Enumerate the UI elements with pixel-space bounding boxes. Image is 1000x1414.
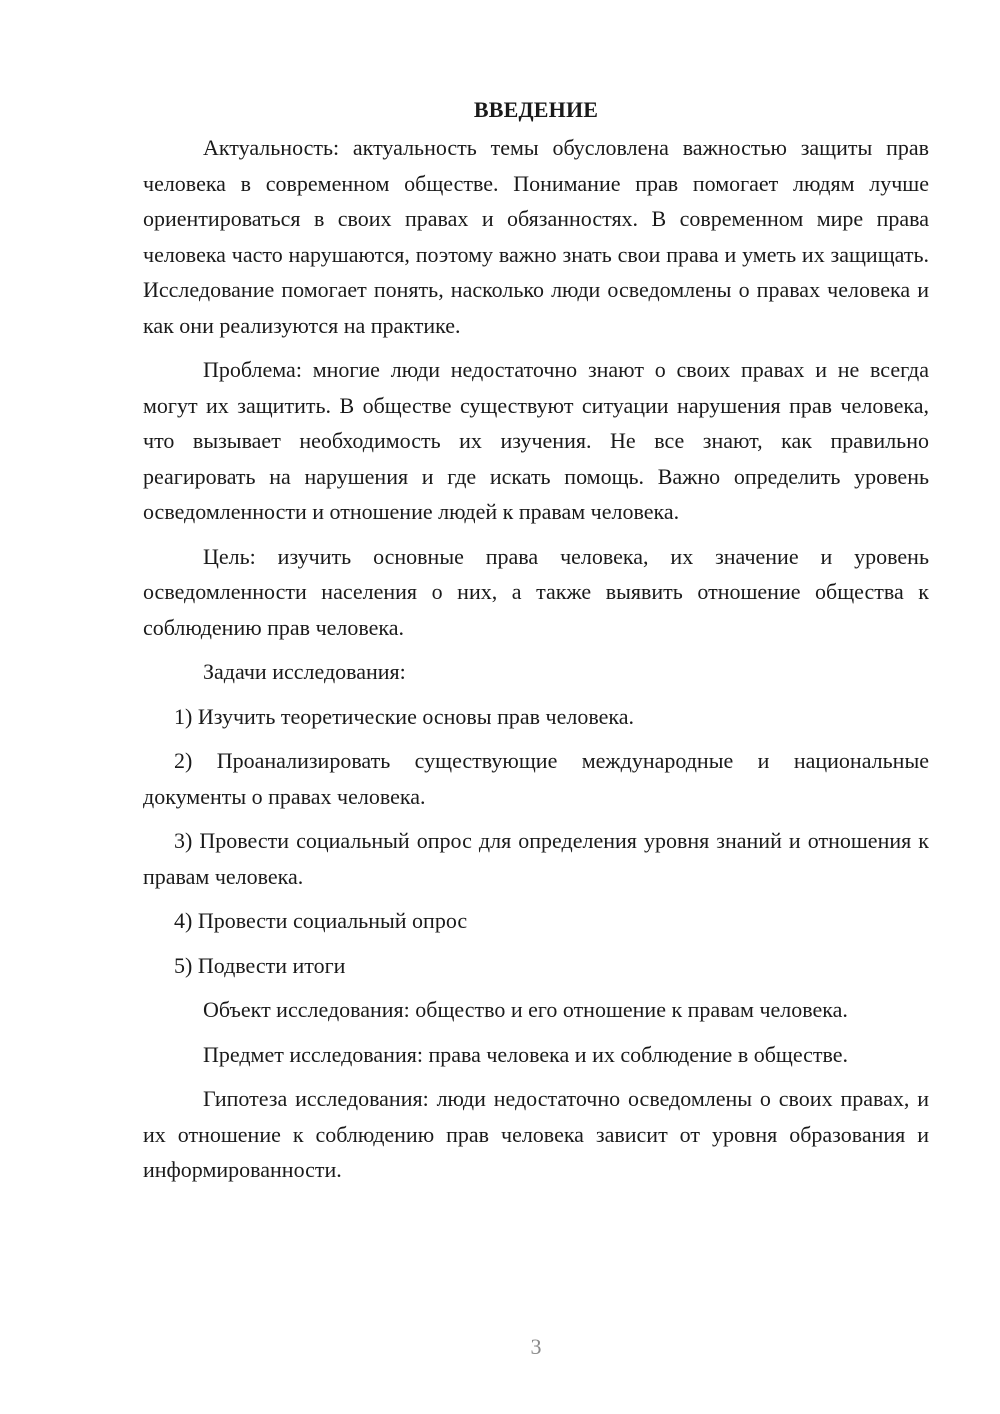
task-item-2: 2) Проанализировать существующие международные и национальные документы о правах человека. (143, 748, 929, 809)
task-item-5: 5) Подвести итоги (174, 952, 346, 978)
object-paragraph: Объект исследования: общество и его отношение к правам человека. (203, 997, 848, 1022)
subject-paragraph: Предмет исследования: права человека и их соблюдение в обществе. (203, 1041, 849, 1067)
task-item-3: 3) Провести социальный опрос для определения уровня знаний и отношения к правам человека. (143, 828, 929, 889)
task-item-1: 1) Изучить теоретические основы прав человека. (174, 703, 634, 729)
page-content (143, 92, 929, 1197)
relevance-paragraph: Актуальность: актуальность темы обусловлена важностью защиты прав человека в современном обществе. Понимание прав помогает людям лучше ориентироваться в своих правах и обязанностях. В современном мире права человека часто нарушаются, поэтому важно знать свои права и уметь их защищать. Исследование помогает понять, насколько люди осведомлены о правах человека и как они реализуются на практике. (143, 135, 929, 338)
section-title: ВВЕДЕНИЕ (473, 97, 599, 122)
hypothesis-paragraph: Гипотеза исследования: люди недостаточно осведомлены о своих правах, и их отношение к соблюдению прав человека зависит от уровня образования и информированности. (143, 1086, 929, 1182)
page-number: 3 (530, 1334, 542, 1359)
tasks-heading: Задачи исследования: (203, 659, 406, 684)
goal-paragraph: Цель: изучить основные права человека, их значение и уровень осведомленности населения о них, а также выявить отношение общества к соблюдению прав человека. (143, 543, 929, 640)
task-item-4: 4) Провести социальный опрос (174, 908, 468, 933)
problem-paragraph: Проблема: многие люди недостаточно знают о своих правах и не всегда могут их защитить. В обществе существуют ситуации нарушения прав человека, что вызывает необходимость их изучения. Не все знают, как правильно реагировать на нарушения и где искать помощь. Важно определить уровень осведомленности и отношение людей к правам человека. (143, 357, 929, 524)
